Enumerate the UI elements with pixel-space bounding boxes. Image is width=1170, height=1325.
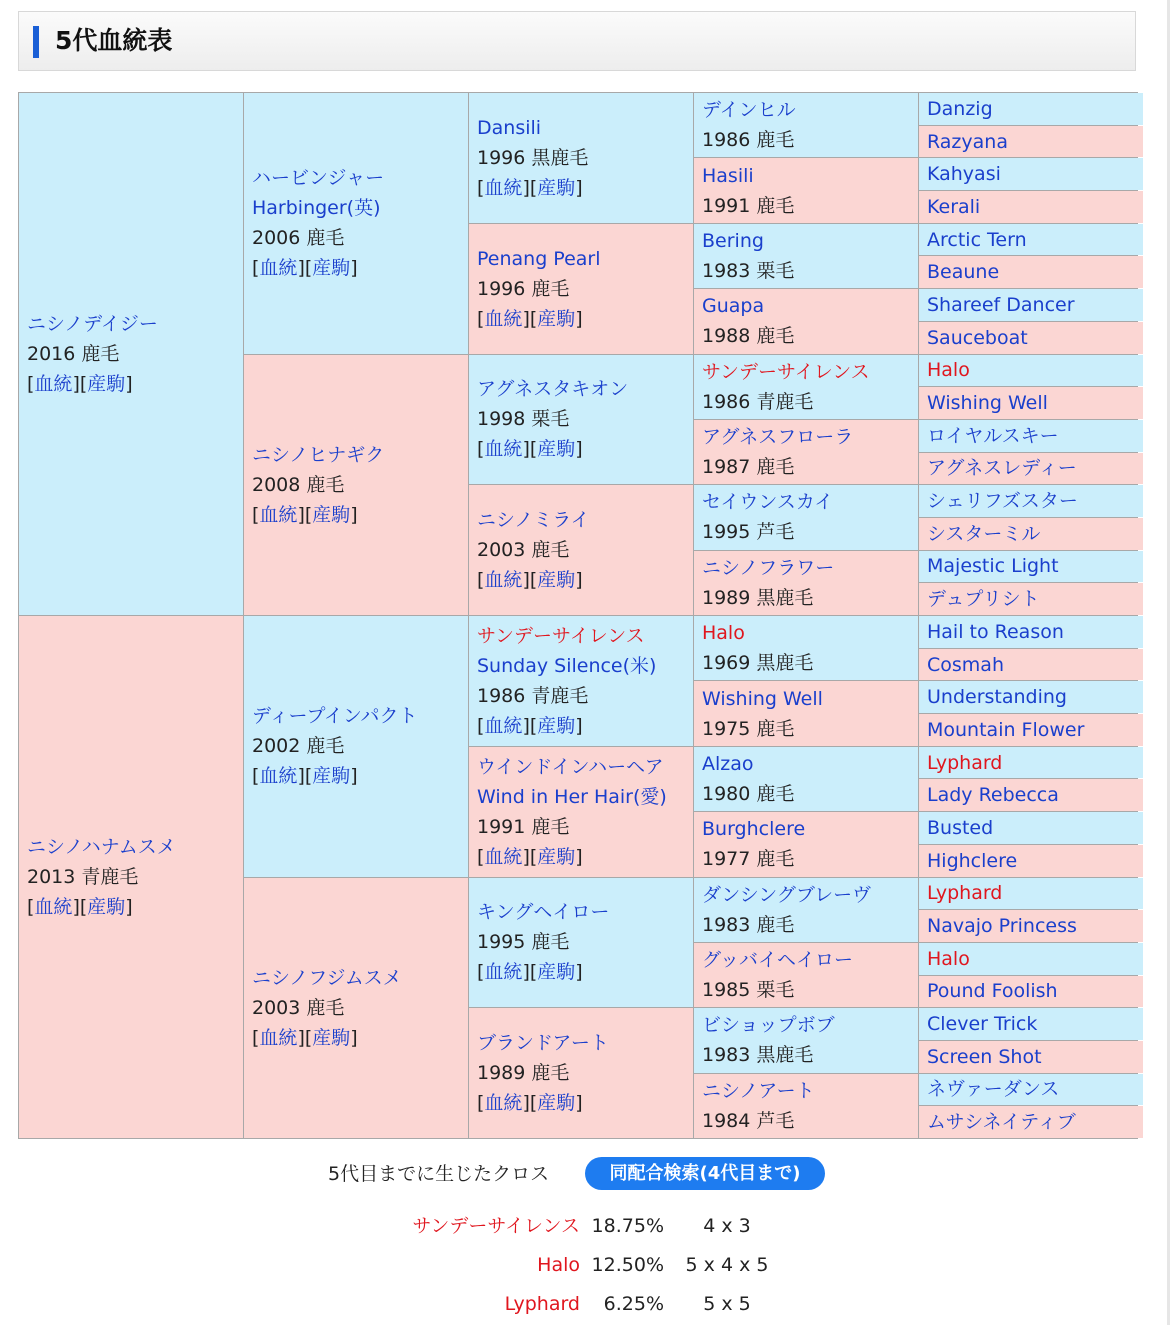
horse-birth-color: 2003 鹿毛 [477,539,570,562]
horse-birth-color: 1989 黒鹿毛 [702,586,814,609]
cross-generations: 5 x 4 x 5 [685,1254,769,1276]
horse-birth-color: 1986 鹿毛 [702,129,795,152]
cross-horse-link[interactable]: Halo [537,1254,580,1276]
horse-name-link[interactable]: アグネスフローラ [702,426,854,449]
offspring-link[interactable]: 産駒 [87,896,126,918]
horse-name-link[interactable]: ロイヤルスキー [927,424,1059,447]
horse-name-link[interactable]: シェリフズスター [927,490,1078,513]
pedigree-link[interactable]: 血統 [259,257,298,280]
horse-birth-color: 1987 鹿毛 [702,456,795,479]
pedigree-cell [694,485,918,549]
horse-name-link[interactable]: ニシノミライ [477,509,590,532]
cross-horse-link[interactable]: サンデーサイレンス [412,1215,580,1237]
horse-name-link[interactable]: Wishing Well [702,687,823,710]
horse-links: [血統][産駒] [252,765,358,788]
horse-name-link[interactable]: Kerali [927,195,981,218]
offspring-link[interactable]: 産駒 [537,438,576,461]
pedigree-cell [919,1008,1143,1040]
cross-heading: 5代目までに生じたクロス [328,1163,550,1185]
horse-name-link[interactable]: Majestic Light [927,555,1059,578]
section-title: 5代血統表 [55,26,173,55]
pedigree-cell [919,845,1143,877]
pedigree-cell [244,355,468,616]
pedigree-cell [919,289,1143,321]
cross-row [0,1211,1170,1241]
offspring-link[interactable]: 産駒 [537,1092,576,1115]
pedigree-link[interactable]: 血統 [484,961,523,984]
cross-row [0,1289,1170,1319]
pedigree-cell [919,224,1143,256]
offspring-link[interactable]: 産駒 [537,307,576,330]
horse-english-name-link[interactable]: Harbinger(英) [252,197,381,220]
pedigree-table [18,92,1138,1139]
horse-name-link[interactable]: ムサシネイティブ [927,1111,1076,1134]
pedigree-link[interactable]: 血統 [34,373,73,395]
pedigree-link[interactable]: 血統 [484,845,523,868]
horse-name-link[interactable]: Halo [702,622,745,645]
pedigree-cell [919,714,1143,746]
offspring-link[interactable]: 産駒 [537,845,576,868]
horse-name-link[interactable]: デュプリシト [927,588,1040,611]
horse-name-link[interactable]: Busted [927,816,994,839]
horse-name-link[interactable]: Alzao [702,752,754,775]
pedigree-cell [694,943,918,1007]
pedigree-cell [469,747,693,877]
offspring-link[interactable]: 産駒 [312,503,351,526]
cross-horse-link[interactable]: Lyphard [504,1293,580,1315]
pedigree-cell [919,779,1143,811]
horse-english-name-link[interactable]: Sunday Silence(米) [477,654,657,677]
pedigree-cell [469,485,693,615]
horse-name-link[interactable]: ハービンジャー [252,167,385,190]
horse-name-link[interactable]: Lyphard [927,751,1003,774]
pedigree-cell [919,1041,1143,1073]
pedigree-link[interactable]: 血統 [484,307,523,330]
pedigree-cell [919,191,1143,223]
horse-birth-color: 1984 芦毛 [702,1109,795,1132]
pedigree-cell [919,1106,1143,1138]
horse-birth-color: 2003 鹿毛 [252,996,345,1019]
pedigree-cell [469,93,693,223]
horse-birth-color: 2013 青鹿毛 [27,866,139,888]
horse-name-link[interactable]: ウインドインハーヘア [477,755,664,778]
horse-name-link[interactable]: Halo [927,359,970,382]
offspring-link[interactable]: 産駒 [537,569,576,592]
horse-birth-color: 2008 鹿毛 [252,473,345,496]
pedigree-cell [919,616,1143,648]
pedigree-cell [919,747,1143,779]
pedigree-cell [919,812,1143,844]
pedigree-link[interactable]: 血統 [259,1026,298,1049]
horse-birth-color: 1980 鹿毛 [702,782,795,805]
pedigree-cell [469,878,693,1008]
offspring-link[interactable]: 産駒 [537,176,576,199]
pedigree-cell [694,420,918,484]
horse-birth-color: 1996 黒鹿毛 [477,146,589,169]
pedigree-link[interactable]: 血統 [484,1092,523,1115]
horse-birth-color: 1986 青鹿毛 [477,684,589,707]
horse-name-link[interactable]: デインヒル [702,99,796,122]
pedigree-cell [694,812,918,876]
pedigree-cell [919,322,1143,354]
horse-name-link[interactable]: アグネスタキオン [477,378,629,401]
horse-birth-color: 1995 芦毛 [702,521,795,544]
pedigree-cell [919,453,1143,485]
offspring-link[interactable]: 産駒 [537,714,576,737]
horse-name-link[interactable]: サンデーサイレンス [702,360,870,383]
pedigree-cell [694,1074,918,1138]
horse-name-link[interactable]: Shareef Dancer [927,293,1075,316]
pedigree-cell [694,616,918,680]
horse-links: [血統][産駒] [252,257,358,280]
pedigree-cell [919,1074,1143,1106]
section-header-accent-bar [33,26,39,58]
horse-name-link[interactable]: ビショップボブ [702,1014,835,1037]
horse-english-name-link[interactable]: Wind in Her Hair(愛) [477,785,667,808]
pedigree-cell [694,747,918,811]
horse-name-link[interactable]: ダンシングブレーヴ [702,883,872,906]
pedigree-cell [919,976,1143,1008]
horse-name-link[interactable]: Highclere [927,849,1018,872]
horse-birth-color: 2002 鹿毛 [252,735,345,758]
horse-name-link[interactable]: シスターミル [927,522,1041,545]
cross-percent: 12.50% [591,1254,664,1276]
horse-birth-color: 1991 鹿毛 [477,815,570,838]
horse-birth-color: 2006 鹿毛 [252,227,345,250]
cross-generations: 5 x 5 [703,1293,751,1315]
horse-name-link[interactable]: Screen Shot [927,1045,1042,1068]
horse-name-link[interactable]: ディープインパクト [252,705,418,728]
pedigree-cell [919,649,1143,681]
horse-links: [血統][産駒] [252,1026,358,1049]
horse-birth-color: 1969 黒鹿毛 [702,652,814,675]
horse-birth-color: 1991 鹿毛 [702,194,795,217]
horse-name-link[interactable]: Dansili [477,116,542,139]
horse-birth-color: 1983 黒鹿毛 [702,1044,814,1067]
pedigree-cell [19,616,243,1138]
offspring-link[interactable]: 産駒 [312,765,351,788]
pedigree-cell [694,551,918,615]
pedigree-cell [694,1008,918,1072]
horse-name-link[interactable]: Lyphard [927,882,1003,905]
horse-birth-color: 2016 鹿毛 [27,343,120,365]
horse-name-link[interactable]: Hail to Reason [927,620,1064,643]
horse-name-link[interactable]: セイウンスカイ [702,491,834,514]
pedigree-cell [919,355,1143,387]
horse-name-link[interactable]: ネヴァーダンス [927,1078,1060,1101]
horse-birth-color: 1996 鹿毛 [477,277,570,300]
pedigree-link[interactable]: 血統 [259,503,298,526]
horse-name-link[interactable]: Burghclere [702,818,806,841]
horse-links: [血統][産駒] [27,896,133,918]
horse-name-link[interactable]: ニシノヒナギク [252,443,385,466]
horse-name-link[interactable]: ニシノフラワー [702,556,835,579]
horse-birth-color: 1988 鹿毛 [702,325,795,348]
horse-name-link[interactable]: Sauceboat [927,326,1028,349]
horse-name-link[interactable]: Beaune [927,261,1000,284]
cross-generations: 4 x 3 [703,1215,751,1237]
pedigree-link[interactable]: 血統 [484,569,523,592]
horse-name-link[interactable]: ブランドアート [477,1032,609,1055]
horse-birth-color: 1986 青鹿毛 [702,390,814,413]
horse-links: [血統][産駒] [252,503,358,526]
pedigree-cell [919,681,1143,713]
horse-name-link[interactable]: ニシノハナムスメ [27,836,176,858]
horse-name-link[interactable]: Halo [927,947,970,970]
horse-name-link[interactable]: Pound Foolish [927,980,1058,1003]
pedigree-cell [919,583,1143,615]
horse-birth-color: 1998 栗毛 [477,408,570,431]
horse-name-link[interactable]: Penang Pearl [477,247,601,270]
offspring-link[interactable]: 産駒 [312,257,351,280]
offspring-link[interactable]: 産駒 [312,1026,351,1049]
offspring-link[interactable]: 産駒 [537,961,576,984]
pedigree-link[interactable]: 血統 [259,765,298,788]
cross-row [0,1250,1170,1280]
pedigree-cell [919,387,1143,419]
horse-name-link[interactable]: Kahyasi [927,163,1001,186]
horse-links: [血統][産駒] [477,569,583,592]
horse-name-link[interactable]: Clever Trick [927,1013,1038,1036]
pedigree-cell [919,518,1143,550]
horse-links: [血統][産駒] [477,307,583,330]
horse-name-link[interactable]: Lady Rebecca [927,784,1059,807]
pedigree-cell [919,93,1143,125]
pedigree-cell [469,355,693,485]
pedigree-cell [919,158,1143,190]
pedigree-cell [244,616,468,877]
horse-links: [血統][産駒] [477,176,583,199]
horse-name-link[interactable]: Cosmah [927,653,1004,676]
pedigree-cell [244,878,468,1139]
horse-name-link[interactable]: アグネスレディー [927,457,1077,480]
pedigree-cell [469,224,693,354]
pedigree-cell [919,551,1143,583]
pedigree-link[interactable]: 血統 [484,714,523,737]
horse-name-link[interactable]: Hasili [702,164,754,187]
pedigree-cell [694,158,918,222]
horse-links: [血統][産駒] [477,1092,583,1115]
cross-percent: 6.25% [603,1293,664,1315]
horse-birth-color: 1975 鹿毛 [702,717,795,740]
pedigree-cell [694,93,918,157]
horse-links: [血統][産駒] [477,961,583,984]
horse-links: [血統][産駒] [27,373,133,395]
pedigree-cell [919,943,1143,975]
pedigree-cell [694,224,918,288]
offspring-link[interactable]: 産駒 [87,373,126,395]
horse-name-link[interactable]: Guapa [702,295,765,318]
horse-name-link[interactable]: サンデーサイレンス [477,624,645,647]
horse-links: [血統][産駒] [477,714,583,737]
horse-birth-color: 1985 栗毛 [702,979,795,1002]
horse-name-link[interactable]: ニシノフジムスメ [252,966,402,989]
pedigree-cell [919,878,1143,910]
horse-birth-color: 1983 鹿毛 [702,913,795,936]
horse-name-link[interactable]: Razyana [927,130,1008,153]
horse-birth-color: 1983 栗毛 [702,259,795,282]
horse-birth-color: 1977 鹿毛 [702,848,795,871]
horse-name-link[interactable]: Danzig [927,97,993,120]
pedigree-link[interactable]: 血統 [34,896,73,918]
pedigree-cell [919,910,1143,942]
pedigree-cell [919,256,1143,288]
pedigree-cell [19,93,243,615]
pedigree-cell [919,485,1143,517]
pedigree-link[interactable]: 血統 [484,176,523,199]
horse-links: [血統][産駒] [477,438,583,461]
horse-birth-color: 1995 鹿毛 [477,931,570,954]
pedigree-cell [694,878,918,942]
pedigree-cell [919,420,1143,452]
horse-name-link[interactable]: Understanding [927,686,1067,709]
horse-name-link[interactable]: Navajo Princess [927,915,1077,938]
pedigree-cell [469,1008,693,1138]
cross-percent: 18.75% [591,1215,664,1237]
pedigree-link[interactable]: 血統 [484,438,523,461]
horse-name-link[interactable]: ニシノアート [702,1079,815,1102]
pedigree-cell [919,126,1143,158]
horse-name-link[interactable]: グッバイヘイロー [702,949,854,972]
horse-links: [血統][産駒] [477,845,583,868]
horse-name-link[interactable]: ニシノデイジー [27,313,158,335]
pedigree-cell [469,616,693,746]
horse-name-link[interactable]: Bering [702,229,764,252]
section-header [18,11,1136,71]
same-breeding-search-button[interactable]: 同配合検索(4代目まで) [585,1157,825,1190]
pedigree-cell [694,681,918,745]
horse-name-link[interactable]: Mountain Flower [927,718,1085,741]
pedigree-cell [244,93,468,354]
horse-name-link[interactable]: キングヘイロー [477,901,610,924]
horse-name-link[interactable]: Arctic Tern [927,228,1027,251]
horse-birth-color: 1989 鹿毛 [477,1062,570,1085]
pedigree-cell [694,289,918,353]
pedigree-cell [694,355,918,419]
horse-name-link[interactable]: Wishing Well [927,392,1048,415]
